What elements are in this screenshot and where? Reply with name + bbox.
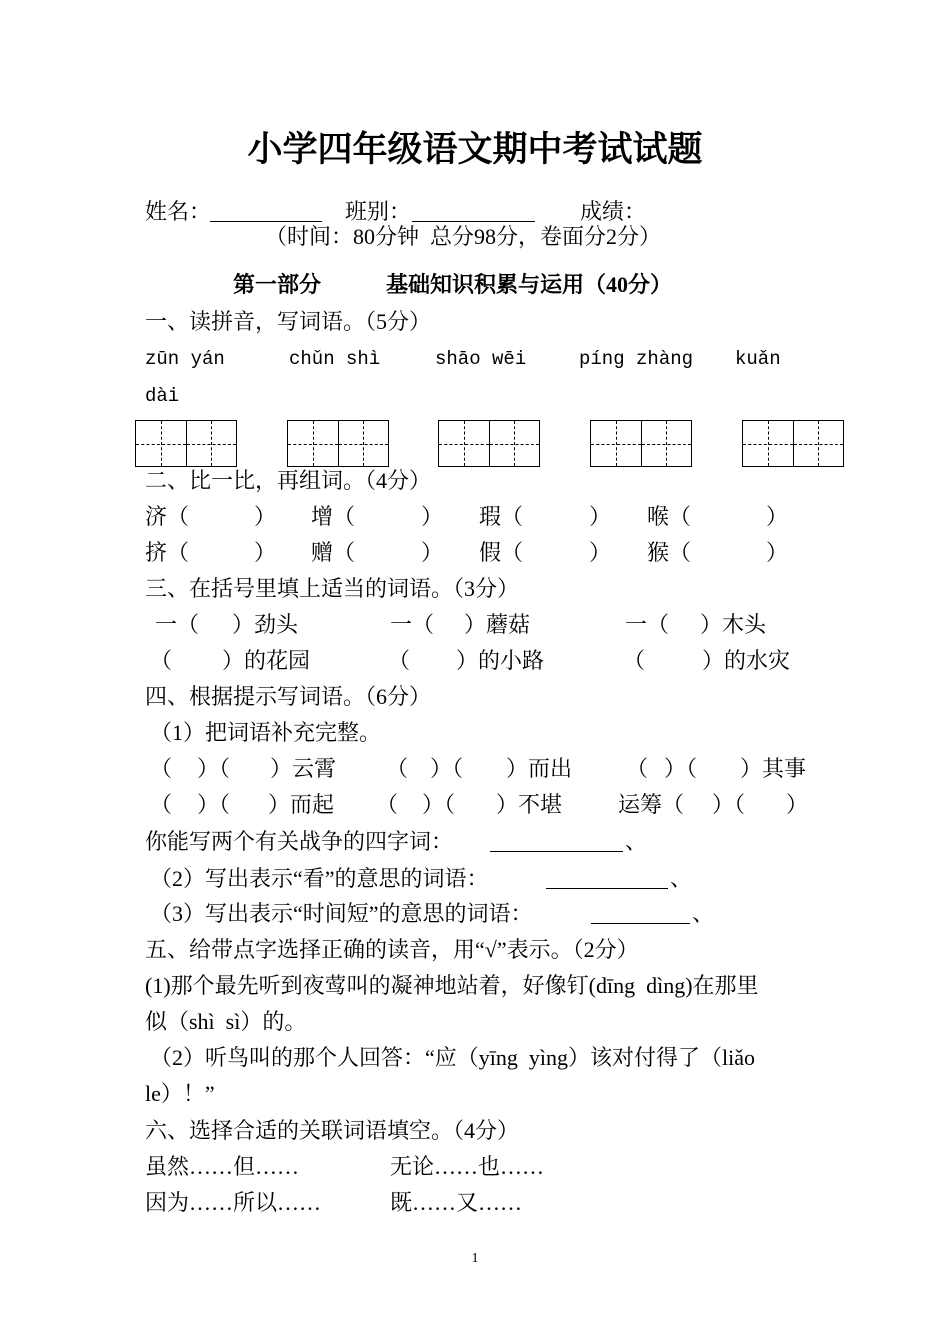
char-box	[793, 421, 844, 466]
q6-heading: 六、选择合适的关联词语填空。（4分）	[145, 1118, 520, 1143]
q3-r2-item-2-right: ）的小路	[456, 648, 545, 673]
q4-r2-seg: ）（	[712, 792, 746, 817]
q2-r2-item-1-left: 挤（	[145, 540, 190, 565]
q2-r2-item-3-left: 假（	[479, 540, 524, 565]
q3-r1-item-1-left: 一（	[155, 612, 200, 637]
q2-r1-item-3-left: 瑕（	[479, 504, 524, 529]
q3-r1-item-3-left: 一（	[625, 612, 670, 637]
time-note: （时间：80分钟 总分98分，卷面分2分）	[265, 224, 662, 249]
part1-label: 第一部分	[233, 272, 322, 297]
exam-title: 小学四年级语文期中考试试题	[247, 130, 703, 169]
q2-r2-item-3-right: ）	[589, 540, 612, 565]
char-grid-3	[438, 420, 540, 467]
q4-r2-seg: ）（	[197, 792, 231, 817]
q4-r1-seg: ）（	[664, 756, 698, 781]
q1-pinyin-2: chǔn shì	[289, 348, 381, 370]
char-box	[136, 421, 186, 466]
q3-r2-item-3-left: （	[623, 648, 646, 673]
char-grid-4	[590, 420, 692, 467]
char-box	[591, 421, 641, 466]
q4-r1-seg: （	[626, 756, 649, 781]
q5-line-2: 似（shì sì）的。	[145, 1009, 307, 1034]
q2-r1-item-4-right: ）	[766, 504, 789, 529]
q2-r2-item-2-right: ）	[421, 540, 444, 565]
char-box	[338, 421, 389, 466]
char-box	[641, 421, 692, 466]
q2-r2-item-4-left: 猴（	[647, 540, 692, 565]
q4-r2-seg: ）不堪	[496, 792, 563, 817]
class-blank-line	[412, 221, 535, 222]
q4-sub3: （3）写出表示“时间短”的意思的词语：	[150, 901, 533, 926]
q6-option-1: 虽然……但……	[145, 1154, 300, 1179]
char-grid-1	[135, 420, 237, 467]
char-box	[743, 421, 793, 466]
q4-r1-seg: ）云霄	[270, 756, 337, 781]
q3-r2-item-2-left: （	[388, 648, 411, 673]
q4-sub3-sep: 、	[692, 901, 715, 926]
char-box	[288, 421, 338, 466]
q5-line-4: le）！”	[145, 1081, 215, 1106]
char-grid-5	[742, 420, 844, 467]
char-box	[439, 421, 489, 466]
q3-heading: 三、在括号里填上适当的词语。（3分）	[145, 576, 520, 601]
q4-r2-seg: （	[150, 792, 173, 817]
q4-sub1: （1）把词语补充完整。	[150, 720, 382, 745]
name-label: 姓名：	[145, 199, 212, 224]
q6-option-2: 无论……也……	[390, 1154, 545, 1179]
q4-r2-seg: ）而起	[268, 792, 335, 817]
q4-sub2-sep: 、	[670, 866, 693, 891]
q5-line-1: (1)那个最先听到夜莺叫的凝神地站着，好像钉(dīng dìng)在那里	[145, 973, 759, 998]
q5-line-3: （2）听鸟叫的那个人回答：“应（yīng yìng）该对付得了（liǎo	[150, 1045, 755, 1070]
q2-r1-item-1-left: 济（	[145, 504, 190, 529]
q6-option-3: 因为……所以……	[145, 1190, 322, 1215]
q3-r2-item-3-right: ）的水灾	[702, 648, 791, 673]
class-label: 班别：	[345, 199, 412, 224]
q3-r1-item-3-right: ）木头	[700, 612, 767, 637]
q4-r1-seg: ）其事	[740, 756, 807, 781]
score-label: 成绩：	[580, 199, 647, 224]
q4-r1-seg: （	[150, 756, 173, 781]
q1-pinyin-3: shāo wēi	[435, 348, 527, 370]
q4-sub2: （2）写出表示“看”的意思的词语：	[150, 866, 489, 891]
q6-option-4: 既……又……	[390, 1190, 523, 1215]
q3-r1-item-2-left: 一（	[390, 612, 435, 637]
q4-war-sep: 、	[625, 829, 648, 854]
q4-r2-seg: ）	[786, 792, 809, 817]
q1-pinyin-1: zūn yán	[145, 348, 225, 370]
q2-r1-item-2-right: ）	[421, 504, 444, 529]
q2-r1-item-2-left: 增（	[311, 504, 356, 529]
page-number: 1	[471, 1251, 479, 1266]
q4-war-prompt: 你能写两个有关战争的四字词：	[145, 829, 454, 854]
name-blank-line	[210, 221, 322, 222]
q2-r2-item-2-left: 赠（	[311, 540, 356, 565]
q2-r1-item-1-right: ）	[254, 504, 277, 529]
q2-r2-item-4-right: ）	[766, 540, 789, 565]
q4-r1-seg: （	[386, 756, 409, 781]
q3-r1-item-2-right: ）蘑菇	[464, 612, 531, 637]
q3-r2-item-1-left: （	[150, 648, 173, 673]
q4-r2-seg: ）（	[422, 792, 456, 817]
q1-heading: 一、读拼音，写词语。（5分）	[145, 309, 432, 334]
part1-title: 基础知识积累与运用（40分）	[386, 272, 673, 297]
q2-r1-item-3-right: ）	[589, 504, 612, 529]
q4-r2-seg: （	[376, 792, 399, 817]
q2-heading: 二、比一比，再组词。（4分）	[145, 468, 432, 493]
q4-r1-seg: ）（	[430, 756, 464, 781]
q4-sub2-blank-line	[546, 888, 668, 889]
q4-r1-seg: ）而出	[506, 756, 573, 781]
q3-r1-item-1-right: ）劲头	[232, 612, 299, 637]
q1-pinyin-5b: dài	[145, 385, 180, 407]
q1-pinyin-5a: kuǎn	[735, 348, 781, 370]
q4-r1-seg: ）（	[197, 756, 231, 781]
q2-r2-item-1-right: ）	[254, 540, 277, 565]
q4-sub3-blank-line	[591, 923, 690, 924]
q4-r2-seg: 运筹（	[618, 792, 685, 817]
char-box	[186, 421, 237, 466]
q3-r2-item-1-right: ）的花园	[222, 648, 311, 673]
q4-war-blank-line	[490, 851, 623, 852]
q1-pinyin-4: píng zhàng	[579, 348, 694, 370]
q5-heading: 五、给带点字选择正确的读音，用“√”表示。（2分）	[145, 937, 639, 962]
q2-r1-item-4-left: 喉（	[647, 504, 692, 529]
q4-heading: 四、根据提示写词语。（6分）	[145, 684, 432, 709]
char-box	[489, 421, 540, 466]
char-grid-2	[287, 420, 389, 467]
